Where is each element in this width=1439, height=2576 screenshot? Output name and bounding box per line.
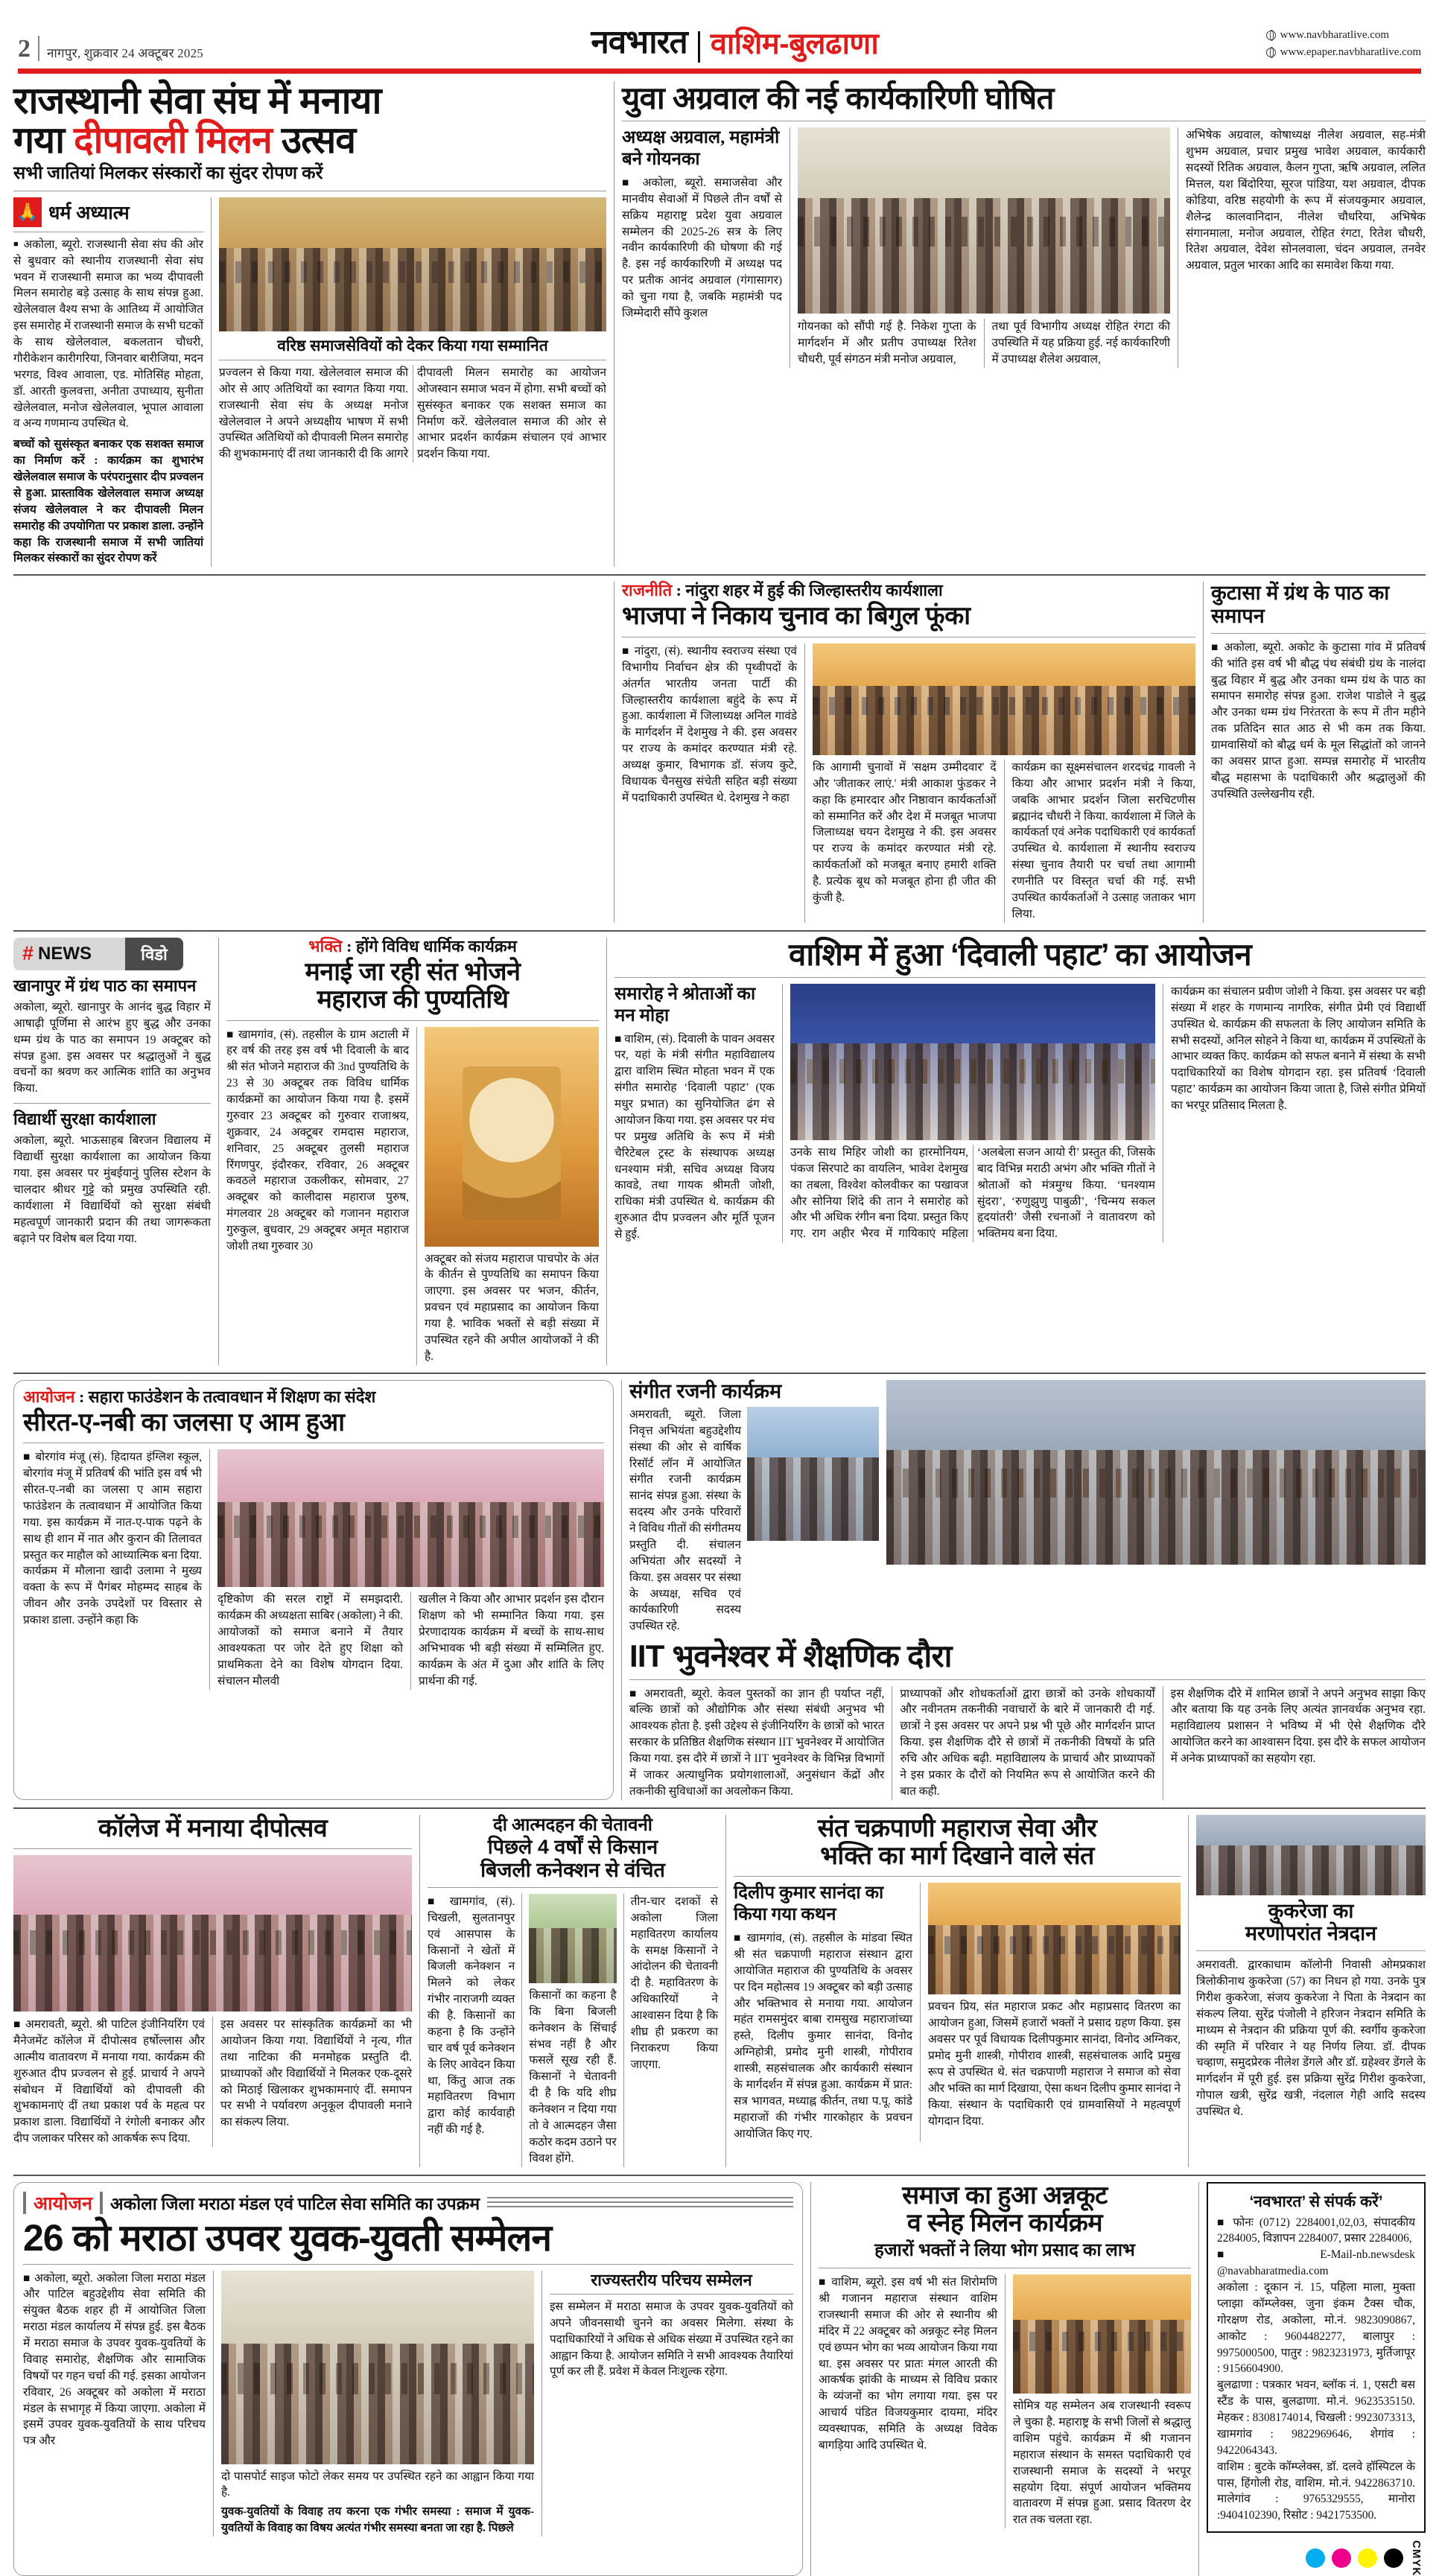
globe-icon: [1266, 31, 1276, 40]
kukreja-story: [1189, 1815, 1426, 2167]
namaste-icon: 🙏: [13, 197, 42, 227]
bijli-sub-line: दी आत्मदहन की चेतावनी: [492, 1815, 653, 1835]
hash-icon: #: [22, 942, 34, 965]
rajniti-kicker-tag: राजनीति: [622, 581, 673, 600]
contact-akola: अकोला : दूकान नं. 15, पहिला माला, मुक्ता प्लाझा कॉम्प्लेक्स, जुना इंकम टैक्स चौक, गोरक्षण रोड, अकोला, मो.नं. 9823090867, आकोट : 9604482277, बालापुर : 9975000500, पातुर : 9823231973, मुर्तिजापूर : 9156604900.: [1217, 2281, 1415, 2376]
iit-rule: [629, 1679, 1426, 1680]
annakut-content: [819, 2274, 1191, 2528]
maratha-body-col1: ■ अकोला, ब्यूरो. अकोला जिला मराठा मंडल और पाटिल बहुउद्देशीय सेवा समिति की संयुक्त बैठक शहर ही में आयोजित जिला मराठा मंडल कार्यालय में संपन्न हुई. इस बैठक में मराठा समाज के उपवर युवक-युवतियों के विवाह समारोह, शैक्षणिक और सामाजिक विषयों पर गहन चर्चा की गई. इसका आयोजन रविवार, 26 अक्टूबर को अकोला में मराठा मंडल के सभागृह में किया जाएगा. अकोला में इसमें उपवर युवक-युवतियों के साथ परिचय पत्र और: [23, 2271, 206, 2448]
pahat-photo-col: [790, 984, 1155, 1243]
bhakti-kicker-tag: भक्ति: [308, 936, 343, 955]
yuva-body-col2: गोयनका को सौंपी गई है. निकेश गुप्ता के मार्गदर्शन में और प्रतीप उपाध्यक्ष रितेश चौधरी, पूर्व संगठन मंत्री मनोज अग्रवाल,: [798, 320, 976, 366]
sangeet-headline: संगीत रजनी कार्यक्रम: [629, 1379, 782, 1402]
lead-photo: [219, 197, 606, 331]
kicker-lines: [487, 2197, 793, 2209]
maratha-rule: [23, 2264, 793, 2265]
iit-content: [629, 1686, 1426, 1800]
lead-headline-line2: [13, 121, 606, 160]
diwali-pahat-story: [607, 938, 1426, 1365]
yuva-photo: [798, 127, 1170, 314]
cmyk-dot-black: [1384, 2548, 1403, 2568]
seerat-kicker: [23, 1388, 604, 1406]
seerat-story: [13, 1380, 614, 1800]
bhakti-right: [425, 1027, 599, 1365]
yuva-content: [622, 127, 1426, 368]
pahat-body-col3: कार्यक्रम का संचालन प्रवीण जोशी ने किया. इस अवसर पर बड़ी संख्या में शहर के गणमान्य नागरिक, संगीत प्रेमी एवं विद्यार्थी उपस्थित थे. कार्यक्रम की सफलता के लिए आयोजन समिति के सभी सदस्यों, अनिल सोहने ने किया था, कार्यक्रम में उपस्थितों के आभार व्यक्त किए. कार्यक्रम को सफल बनाने में संस्था के सभी पदाधिकारियों का विशेष योगदान रहा. इस प्रतिवर्ष ‘दिवाली पहाट’ कार्यक्रम का आयोजन किया जाता है, जिसे संगीत प्रेमियों का भरपूर प्रतिसाद मिलता है.: [1171, 985, 1426, 1113]
yuva-body-col3: तथा पूर्व विभागीय अध्यक्ष रोहित रंगटा की उपस्थिति में यह प्रक्रिया हुई. नई कार्यकारिणी में उपाध्यक्ष शैलेश अग्रवाल,: [991, 320, 1170, 366]
contact-buldhana: बुलढाणा : पत्रकार भवन, ब्लॉक नं. 1, एसटी बस स्टैंड के पास, बुलढाणा. मो.नं. 9623535150. मेहकर : 8308174014, चिखली : 9923073313, खामगांव : 9822969646, शेगांव : 9422064343.: [1217, 2379, 1415, 2457]
rajniti-headline: भाजपा ने निकाय चुनाव का बिगुल फूंका: [622, 602, 971, 631]
kukreja-headline-line1: कुकरेजा का: [1268, 1899, 1354, 1922]
college-story: [13, 1815, 419, 2167]
column-rule: [984, 319, 985, 368]
iit-body-col1: ■ अमरावती, ब्यूरो. केवल पुस्तकों का ज्ञान ही पर्याप्त नहीं, बल्कि छात्रों को औद्योगिक और संस्था संबंधी अनुभव भी आवश्यक होता है. इसी उद्देश्य से इंजीनियरिंग के छात्रों को भारत सरकार के प्रतिष्ठित शैक्षणिक संस्थान IIT भुवनेश्वर में आयोजित किया गया. इस दौरे में छात्रों ने IIT भुवनेश्वर के विभिन्न विभागों में जाकर अत्याधुनिक प्रयोगशालाओं, अनुसंधान केंद्रों और तकनीकी सुविधाओं का अवलोकन किया.: [629, 1687, 885, 1798]
maratha-right: [550, 2271, 793, 2537]
lead-headline-line1: राजस्थानी सेवा संघ में मनाया: [13, 80, 381, 121]
yuva-agrawal-story: [614, 81, 1426, 567]
annakut-subhead: हजारों भक्तों ने लिया भोग प्रसाद का लाभ: [874, 2241, 1135, 2261]
page-number: 2: [18, 35, 31, 63]
chakrapani-col1: [734, 1883, 912, 2142]
bhakti-body-col1: ■ खामगांव, (सं). तहसील के ग्राम अटाली में हर वर्ष की तरह इस वर्ष भी दिवाली के बाद श्री संत भोजने महाराज की 3nd पुण्यतिथि के 23 से 30 अक्टूबर तक विविध धार्मिक कार्यक्रमों का आयोजन किया गया है. इसमें गुरुवार 23 अक्टूबर को गुरुवार राजाश्रय, शुक्रवार, 24 अक्टूबर रामदास महाराज, शनिवार, 25 अक्टूबर तुलसी महाराज रिंगणपुर, इंदौरकर, रविवार, 26 अक्टूबर कवठले महाराज उकलीकर, सोमवार, 27 अक्टूबर को कालीदास महाराज पुरुष, मंगलवार 28 अक्टूबर को गजानन महाराज गुरुकुल, बुधवार, 29 अक्टूबर अमृत महाराज जोशी तथा गुरुवार 30: [226, 1028, 409, 1253]
maratha-subhead: राज्यस्तरीय परिचय सम्मेलन: [591, 2270, 752, 2289]
bijli-body-col3: तीन-चार दशकों से अकोला जिला महावितरण कार्यालय के समक्ष किसानों ने आंदोलन की चेतावनी दी है. महावितरण के अधिकारियों ने आश्वासन दिया है कि शीघ्र ही प्रकरण का निराकरण किया जाएगा.: [630, 1895, 718, 2071]
annakut-story: [811, 2182, 1198, 2576]
dateline: नागपुर, शुक्रवार 24 अक्टूबर 2025: [47, 46, 203, 60]
cmyk-dot-cyan: [1306, 2548, 1325, 2568]
column-rule: [541, 2271, 542, 2537]
annakut-headline-line1: समाज का हुआ अन्नकूट: [902, 2181, 1108, 2210]
column-rule: [623, 1894, 624, 2167]
bhakti-photo: [425, 1027, 599, 1247]
seerat-content: [23, 1449, 604, 1689]
rajniti-kicker-rest: : नांदुरा शहर में हुई की जिल्हास्तरीय कार्यशाला: [676, 581, 943, 600]
column-rule: [209, 1449, 210, 1689]
column-rule: [804, 643, 805, 923]
chakrapani-headline-line2: भक्ति का मार्ग दिखाने वाले संत: [820, 1842, 1094, 1871]
bijli-headline-line1: पिछले 4 वर्षों से किसान: [487, 1836, 658, 1859]
column-rule: [782, 984, 783, 1243]
kukreja-photo: [1196, 1815, 1426, 1895]
kukreja-headline-line2: मरणोपरांत नेत्रदान: [1245, 1921, 1377, 1944]
kicker-bar: [100, 2192, 103, 2214]
iit-photo: [886, 1380, 1426, 1565]
column-rule: [1004, 760, 1005, 923]
photo-people: [217, 1502, 604, 1588]
bijli-content: [428, 1894, 718, 2167]
photo-people: [747, 1457, 879, 1541]
contact-column: [1199, 2182, 1426, 2576]
column-rule: [521, 1894, 522, 2167]
college-rule: [13, 1848, 412, 1849]
maratha-kicker: [23, 2190, 793, 2216]
bhakti-headline-line1: मनाई जा रही संत भोजने: [305, 957, 521, 986]
yuva-photo-col: [798, 127, 1170, 368]
cmyk-label: CMYK: [1410, 2540, 1423, 2576]
bijli-story: [420, 1815, 725, 2167]
seerat-kicker-rest: : सहारा फाउंडेशन के तत्वावधान में शिक्षण का संदेश: [78, 1387, 376, 1406]
khanapur-headline: खानापुर में ग्रंथ पाठ का समापन: [13, 976, 197, 995]
news-label: NEWS: [38, 943, 92, 964]
photo-people: [219, 248, 606, 331]
bhakti-content: [226, 1027, 599, 1365]
lead-headline-part-b: उत्सव: [271, 119, 356, 161]
college-photo: [13, 1855, 412, 2011]
band-separator: [13, 574, 1426, 576]
bhakti-body-col2: अक्टूबर को संजय महाराज पाचपोर के अंत के कीर्तन से पुण्यतिथि का समापन किया जाएगा. इस अवसर पर भजन, कीर्तन, प्रवचन एवं महाप्रसाद का आयोजन किया गया है. भाविक भक्तों से बड़ी संख्या में उपस्थित रहने की अपील आयोजकों ने की है.: [425, 1252, 599, 1363]
photo-people: [529, 1928, 616, 1983]
column-rule: [410, 1591, 411, 1689]
maratha-body-col3: इस सम्मेलन में मराठा समाज के उपवर युवक-युवतियों को अपने जीवनसाथी चुनने का अवसर मिलेगा. संस्था के पदाधिकारियों ने अधिक से अधिक संख्या में उपस्थित रहने का आह्वान किया है. आयोजन समिति ने सभी आवश्यक तैयारियां पूर्ण कर ली हैं. प्रवेश में केवल निःशुल्क रहेगा.: [550, 2300, 793, 2379]
rajniti-photo: [813, 643, 1195, 755]
contact-washim: वाशिम : बुटके कॉम्प्लेक्स, डॉ. दलवे हॉस्पिटल के पास, हिंगोली रोड, वाशिम. मो.नं. 9422863710. मालेगांव : 9765329555, मानोरा :9404102390, रिसोट : 9421753500.: [1217, 2460, 1415, 2522]
bijli-photo: [529, 1894, 616, 1983]
band-separator: [13, 1807, 1426, 1809]
masthead-links: [1266, 27, 1421, 62]
bijli-mid: [529, 1894, 616, 2167]
chakrapani-story: [726, 1815, 1188, 2167]
band-separator: [13, 930, 1426, 932]
website-url[interactable]: www.navbharatlive.com: [1280, 28, 1390, 41]
suraksha-headline: विद्यार्थी सुरक्षा कार्यशाला: [13, 1110, 156, 1129]
maratha-mid: [221, 2271, 534, 2537]
sangeet-left: [629, 1380, 879, 1635]
contact-box: [1207, 2182, 1426, 2534]
yuva-subhead: अध्यक्ष अग्रवाल, महामंत्री बने गोयनका: [622, 128, 780, 170]
suraksha-body: अकोला, ब्यूरो. भाऊसाहब बिरजन विद्यालय में विद्यार्थी सुरक्षा कार्यशाला का आयोजन किया गया. इस अवसर पर मुंबईयानुं पुलिस स्टेशन के चालदार श्रीधर गुट्टे को प्रमुख उपस्थिति रही. कार्यशाला में विद्यार्थियों को सुरक्षा संबंधी महत्वपूर्ण जानकारी प्रदान की तथा जागरूकता बढ़ाने पर विशेष बल दिया गया.: [13, 1134, 211, 1245]
rajniti-kicker: [622, 582, 1195, 600]
kukreja-body: अमरावती. द्वारकाधाम कॉलोनी निवासी ओमप्रकाश त्रिलोकीनाथ कुकरेजा (57) का निधन हो गया. उनके पुत्र गिरीश कुकरेजा, संजय कुकरेजा ने पिता के नेत्रदान का संकल्प लिया. सुरेंद्र पंजोली ने हरिजन नेत्रदान समिति के माध्यम से नेत्रदान की प्रक्रिया पूर्ण की. स्वर्गीय कुकरेजा की स्मृति में परिवार ने यह निर्णय लिया. डॉ. दीपक चव्हाण, समुदप्रेरक नीलेश डेंगले और डॉ. ग्रहेश्वर डेंगले के मार्गदर्शन में पूरी हुई. इस प्रक्रिया सुरेंद्र गिरीश कुकरेजा, गोपाल खत्री, सुरेंद्र खत्री, नंदलाल गेही आदि सदस्य उपस्थित थे.: [1196, 1959, 1426, 2119]
lead-headline-part-a: गया: [13, 119, 74, 161]
lead-body-col1: ■ अकोला, ब्यूरो. राजस्थानी सेवा संघ की ओर से बुधवार को स्थानीय राजस्थानी सेवा संघ भवन में राजस्थानी समाज का भव्य दीपावली मिलन समारोह बड़े उत्साह के साथ संपन्न हुआ. खेलेलवाल वैश्य सभा के आतिथ्य में आयोजित इस समारोह में राजस्थानी समाज के सभी घटकों के साथ खेलेलवाल, बकलतान चौधरी, गौरीकेशन कारीगरिया, जिनवार बारीजिया, मदन भरगड, विश्व आवाला, एड. मोतिसिंह मोहता, डॉ. आरती कुलवत्ता, अनीता उपाध्याय, सुनीता खेलेलवाल, मनोज खेलेलवाल, भूपाल आवाला व अन्य गणमान्य उपस्थित थे.: [13, 237, 203, 433]
edition-name: वाशिम-बुलढाणा: [710, 28, 879, 60]
photo-people: [1013, 2320, 1191, 2394]
photo-people: [798, 198, 1170, 314]
annakut-photo: [1013, 2274, 1191, 2394]
publication-logo: नवभारत: [591, 24, 687, 60]
sangeet-iit-column: [622, 1380, 1426, 1800]
pahat-content: [614, 984, 1426, 1243]
chakrapani-headline-line1: संत चक्रपाणी महाराज सेवा और: [817, 1813, 1097, 1842]
sangeet-body: अमरावती, ब्यूरो. जिला निवृत्त अभियंता बहुउद्देशीय संस्था की ओर से वार्षिक रिसॉर्ट लॉन में आयोजित संगीत रजनी कार्यक्रम सानंद संपन्न हुआ. संस्था के सदस्य और उनके परिवारों ने विविध गीतों की संगीतमय प्रस्तुति दी. संचालन अभियंता और सदस्यों ने किया. इस अवसर पर संस्था के अध्यक्ष, सचिव एवं कार्यकारिणी सदस्य उपस्थित रहे.: [629, 1408, 741, 1633]
bijli-rule: [428, 1887, 718, 1888]
bhakti-kicker: [226, 938, 599, 955]
khanapur-body: अकोला, ब्यूरो. खानापुर के आनंद बुद्ध विहार में आषाढ़ी पूर्णिमा से आरंभ हुए बुद्ध और उनका धम्म ग्रंथ के पाठ का समापन 19 अक्टूबर को संपन्न हुआ. इस अवसर पर श्रद्धालुओं ने बुद्ध वचनों का श्रवण कर आत्मिक शांति का अनुभव किया.: [13, 1000, 211, 1095]
seerat-kicker-tag: आयोजन: [23, 1387, 75, 1406]
lead-left-col: [13, 197, 203, 567]
chakrapani-body-col2: प्रवचन प्रिय, संत महाराज प्रकट और महाप्रसाद वितरण का आयोजन हुआ, जिसमें हजारों भक्तों ने प्रसाद ग्रहण किया. इस अवसर पर पूर्व विधायक दिलीपकुमार सानंदा, विनोद अग्निकर, प्रमोद मुनी शास्त्री, गोपीराव शास्त्री, सहसंचालक आदि प्रमुख रूप से उपस्थित थे. संत चक्रपाणी महाराज ने समाज को सेवा और भक्ति का मार्ग दिखाया, ऐसा कथन दिलीप कुमार सानंदा ने किया. संस्थान के पदाधिकारी एवं ग्रामवासियों ने महत्वपूर्ण योगदान दिया.: [928, 2000, 1181, 2128]
maratha-body-col2: दो पासपोर्ट साइज फोटो लेकर समय पर उपस्थित रहने का आह्वान किया गया है.: [221, 2470, 534, 2499]
rajniti-right: [813, 643, 1195, 923]
bhakti-headline-line2: महाराज की पुण्यतिथि: [317, 985, 509, 1014]
cmyk-dot-magenta: [1332, 2548, 1351, 2568]
saint-portrait: [463, 1066, 560, 1221]
photo-people: [813, 686, 1195, 755]
rajniti-body-col1: ■ नांदुरा, (सं). स्थानीय स्वराज्य संस्था एवं विभागीय निर्वाचन क्षेत्र की पृथ्वीपदों के अंतर्गत भारतीय जनता पार्टी की जिल्हास्तरीय कार्यशाला बहुंदे के रूप में हुआ. कार्यशाला में जिलाध्यक्ष अनिल गावंडे के मार्गदर्शन में देशमुख ने की. इस अवसर पर राज्य के कमांदर करण्यात मंत्री रहे. अध्यक्ष कुमार, विभागक डॉ. संजय कुटे, विधायक चैनसुख संचेती सहित बड़ी संख्या में पदाधिकारी उपस्थित थे. देशमुख ने कहा: [622, 644, 797, 804]
annakut-body-col2: सोमित्र यह सम्मेलन अब राजस्थानी स्वरूप ले चुका है. महाराष्ट्र के सभी जिलों से श्रद्धालु वाशिम पहुंचे. कार्यक्रम में श्री गजानन महाराज संस्थान के समस्त पदाधिकारी एवं राजस्थानी समाज के सदस्यों ने भरपूर सहयोग दिया. संपूर्ण आयोजन भक्तिमय वातावरण में संपन्न हुआ. प्रसाद वितरण देर रात तक चलता रहा.: [1013, 2400, 1191, 2527]
pahat-col1: [614, 984, 775, 1243]
college-body-col1: ■ अमरावती, ब्यूरो. श्री पाटिल इंजीनियरिंग एवं मैनेजमेंट कॉलेज में दीपोत्सव हर्षोल्लास और आत्मीय वातावरण में मनाया गया. कार्यक्रम की शुरुआत दीप प्रज्वलन से हुई. प्राचार्य ने अपने संबोधन में विद्यार्थियों को दीपावली की शुभकामनाएं दीं तथा प्रकाश पर्व के महत्व पर प्रकाश डाला. विद्यार्थियों ने रंगोली बनाकर और दीप जलाकर परिसर को आकर्षक रूप दिया.: [13, 2018, 205, 2146]
yuva-col1: [622, 127, 782, 368]
chakrapani-rule: [734, 1876, 1181, 1877]
seerat-headline: सीरत-ए-नबी का जलसा ए आम हुआ: [23, 1408, 345, 1437]
maratha-body-col2b: युवक-युवतियों के विवाह तय करना एक गंभीर समस्या : समाज में युवक-युवतियों के विवाह का विषय अत्यंत गंभीर समस्या बनता जा रहा है. पिछले: [221, 2505, 534, 2535]
logo-separator: [698, 31, 700, 63]
yuva-body-col4: अभिषेक अग्रवाल, कोषाध्यक्ष नीलेश अग्रवाल, सह-मंत्री शुभम अग्रवाल, प्रचार प्रमुख भावेश अग्रवाल, कार्यकारी सदस्यों रितिक अग्रवाल, कैलन गुप्ता, ऋषि अग्रवाल, ललित मित्तल, यश बिंदोरिया, सूरज पांडिया, यश अग्रवाल, दीपक कोडिया, वरिष्ठ सहयोगी के रूप में संजयकुमार अग्रवाल, शैलेन्द्र कालवानिदान, नीलेश चौधरिया, अभिषेक संगानमाला, मनोज अग्रवाल, रोहित रंगटा, रितेश चौधरी, रितेश अग्रवाल, देवेश सोनलवाला, चंदन अग्रवाल, तनवेर अग्रवाल, प्रतुल भारका आदि का समावेश किया गया.: [1186, 129, 1426, 273]
lead-content: [13, 197, 606, 567]
seerat-body-col2: दृष्टिकोण की सरल राष्ट्रों में समझदारी. कार्यक्रम की अध्यक्षता साबिर (अकोला) ने की. आयोजकों को समाज बनाने में तैयार आवश्यकता पर जोर देते हुए शिक्षा को प्राथमिकता देने का विशेष योगदान दिया. संचालन मौलवी: [217, 1593, 403, 1688]
rajniti-content: [622, 643, 1195, 923]
lead-story: [13, 81, 614, 567]
masthead-red-rule: [18, 69, 1421, 74]
yuva-body-col1: ■ अकोला, ब्यूरो. समाजसेवा और मानवीय सेवाओं में पिछले तीन वर्षों से सक्रिय महाराष्ट्र प्रदेश युवा अग्रवाल सम्मेलन की 2025-26 सत्र के लिए नवीन कार्यकारिणी की घोषणा की गई है. इस नई कार्यकारिणी में अध्यक्ष पद पर प्रतीक आनंद अग्रवाल (गंगासागर) को चुना गया है, जबकि महामंत्री पद जिम्मेदारी सौंपे कुशल: [622, 176, 782, 319]
fifth-band: [13, 1815, 1426, 2167]
lead-right-col: [219, 197, 606, 567]
college-headline: कॉलेज में मनाया दीपोत्सव: [98, 1813, 328, 1842]
column-rule: [211, 197, 212, 567]
iit-body-col2: प्राध्यापकों और शोधकर्ताओं द्वारा छात्रों को उनके शोधकार्यों और नवीनतम तकनीकी नवाचारों के बारे में जानकारी दी गई. छात्रों ने इस अवसर पर अपने प्रश्न भी पूछे और मार्गदर्शन प्राप्त किया. इस शैक्षणिक दौरे से छात्रों में तकनीकी विषयों के प्रति रुचि और अधिक बढ़ी. महाविद्यालय के प्राचार्य और प्राध्यापकों ने इस प्रकार के दौरों को नियमित रूप से आयोजित करने की बात कही.: [900, 1687, 1155, 1798]
third-band: [13, 938, 1426, 1365]
photo-people: [790, 1043, 1155, 1140]
bottom-band: [13, 2182, 1426, 2576]
rajniti-body-col3: कार्यक्रम का सूक्ष्मसंचालन शरदचंद्र गावली ने किया और आभार प्रदर्शन मंत्री ने किया, जबकि आभार प्रदर्शन जिला सरचिटणीस ब्रह्मानंद चौधरी ने किया. कार्यशाला में जिले के कार्यकर्ता एवं अनेक पदाधिकारी एवं कार्यकर्ता उपस्थित थे. कार्यशाला में स्थानीय स्वराज्य संस्था चुनाव तैयारी पर चर्चा तथा आगामी रणनीति पर विस्तृत चर्चा की गई. सभी उपस्थित कार्यकर्ताओं ने उत्साह जताकर भाग लिया.: [1011, 760, 1195, 920]
maratha-headline: 26 को मराठा उपवर युवक-युवती सम्मेलन: [23, 2216, 552, 2259]
band-separator: [13, 1373, 1426, 1374]
maratha-photo: [221, 2271, 534, 2464]
masthead-logo-group: [591, 18, 878, 63]
yuva-lower-cols: [798, 319, 1170, 368]
chakrapani-body-col1: ■ खामगांव, (सं). तहसील के मांडवा स्थित श्री संत चक्रपाणी महाराज संस्थान द्वारा आयोजित महाराज की पुण्यतिथि के अवसर पर दिन महोत्सव 19 अक्टूबर को बड़ी उत्साह और भक्तिभाव से मनाया गया. आयोजन महंत रामसमुंदर बाबा रामसुख महाराजांच्या हस्ते, दिलीप कुमार सानंदा, विनोद अग्निहोत्री, प्रमोद मुनी शास्त्री, गोपीराव शास्त्री, सहसंचालक और कार्यकारी संस्थान के मार्गदर्शन में संपन्न हुआ. कार्यक्रम में प्रात: सत्र भागवत, मध्याह्न कीर्तन, तथा प.पू. कांडे महाराजों की गंभीर गारकोहार के प्रवचन आयोजित किए गए.: [734, 1932, 912, 2140]
pahat-photo: [790, 984, 1155, 1140]
column-rule: [1005, 2274, 1006, 2528]
maratha-kicker-tag: आयोजन: [34, 2192, 92, 2214]
seerat-right: [217, 1449, 604, 1689]
maratha-story: [13, 2182, 803, 2576]
column-rule: [920, 1883, 921, 2142]
news-badge-left: [13, 938, 125, 970]
seerat-body-col1: ■ बोरगांव मंजू (सं). हिदायत इंग्लिश स्कूल, बोरगांव मंजू में प्रतिवर्ष की भांति इस वर्ष भी सीरत-ए-नबी का जलसा ए आम सहारा फाउंडेशन के तत्वावधान में आयोजित किया गया. इस कार्यक्रम में नात-ए-पाक पढ़ने के साथ ही शान में नात और कुरान की तिलावत प्रस्तुत कर माहौल को आध्यात्मिक बना दिया. कार्यक्रम में मौलाना खादी उलामा ने मुख्य वक्ता के रूप में पैगंबर मोहम्मद साहब के जीवन और उनके उपदेशों पर विस्तार से प्रकाश डाला. उन्होंने कहा कि: [23, 1451, 202, 1627]
contact-email[interactable]: ■ E-Mail-nb.newsdesk @navabharatmedia.com: [1217, 2248, 1415, 2278]
second-band: [13, 582, 1426, 922]
masthead: [13, 0, 1426, 64]
bijli-headline-line2: बिजली कनेक्शन से वंचित: [480, 1858, 665, 1881]
sangeet-photo: [747, 1407, 879, 1541]
rajniti-story: [614, 582, 1203, 922]
pahat-headline: वाशिम में हुआ ‘दिवाली पहाट’ का आयोजन: [789, 936, 1251, 972]
maratha-content: [23, 2271, 793, 2537]
sangeet-inner: [629, 1407, 879, 1635]
college-body-col2: इस अवसर पर सांस्कृतिक कार्यक्रमों का भी आयोजन किया गया. विद्यार्थियों ने नृत्य, गीत तथा नाटिका की मनमोहक प्रस्तुति दी. प्राध्यापकों और विद्यार्थियों ने मिलकर एक-दूसरे को मिठाई खिलाकर शुभकामनाएं दीं. समापन पर सभी ने पर्यावरण अनुकूल दीपावली मनाने का संकल्प लिया.: [220, 2018, 412, 2129]
contact-phones: ■ फोनः (0712) 2284001,02,03, संपादकीय 2284005, विज्ञापन 2284007, प्रसार 2284006,: [1217, 2216, 1415, 2245]
chakrapani-content: [734, 1883, 1181, 2142]
rajniti-lower: [813, 760, 1195, 923]
chakrapani-photo: [928, 1883, 1181, 1994]
contact-title: ‘नवभारत’ से संपर्क करें’: [1249, 2192, 1383, 2210]
photo-people: [928, 1925, 1181, 1994]
photo-people: [886, 1450, 1426, 1565]
fourth-band: [13, 1380, 1426, 1800]
bhakti-kicker-rest: : होंगे विविध धार्मिक कार्यक्रम: [346, 936, 517, 955]
column-rule: [416, 1027, 417, 1365]
yuva-headline: युवा अग्रवाल की नई कार्यकारिणी घोषित: [622, 80, 1054, 115]
seerat-body-col3: खलील ने किया और आभार प्रदर्शन इस दौरान शिक्षण को भी सम्मानित किया गया. इस प्रेरणादायक कार्यक्रम में बच्चों के साथ-साथ अभिभावक भी बड़ी संख्या में सम्मिलित हुए. कार्यक्रम के अंत में दुआ और शांति के लिए प्रार्थना की गई.: [419, 1593, 604, 1688]
masthead-left: [18, 36, 203, 61]
epaper-url[interactable]: www.epaper.navbharatlive.com: [1280, 45, 1421, 58]
video-label[interactable]: विडो: [125, 938, 183, 970]
pahat-body-col1: ■ वाशिम, (सं). दिवाली के पावन अवसर पर, यहां के मंत्री संगीत महाविद्यालय द्वारा वाशिम स्थित मोहता भवन में एक संगीत समारोह ‘दिवाली पहाट’ (एक मधुर प्रभात) का सुनियोजित ढंग से आयोजन किया गया. इस अवसर पर मंच पर प्रमुख अतिथि के रूप में मंत्री चैरिटेबल ट्रस्ट के संस्थापक अध्यक्ष धनश्याम मंत्री, सचिव अध्यक्ष विजय कावडे, तथा गायक श्रीमती जोशी, राधिका मंत्री उपस्थित थे. कार्यक्रम की शुरुआत दीप प्रज्वलन और मूर्ति पूजन से हुई.: [614, 1032, 775, 1241]
kicker-bar: [23, 2192, 26, 2214]
kutasa-story: [1204, 582, 1426, 922]
photo-people: [13, 1915, 412, 2011]
news-video-badge[interactable]: [13, 938, 183, 970]
column-rule: [213, 2271, 214, 2537]
lead-headline-highlight: दीपावली मिलन: [74, 119, 272, 161]
annakut-body-col1: ■ वाशिम, ब्यूरो. इस वर्ष भी संत शिरोमणि श्री गजानन महाराज संस्थान वाशिम राजस्थानी समाज की ओर से स्थानीय श्री मंदिर में 22 अक्टूबर को अन्नकूट स्नेह मिलन एवं छप्पन भोग का भव्य आयोजन किया गया था. इस अवसर पर प्रातः मंगल आरती की आकर्षक झांकी के माध्यम से विविध प्रकार के व्यंजनों का भोग लगाया गया. इस पर आचार्य पंडित विजयकुमार दायमा, मंदिर व्यवस्थापक, समिति के अध्यक्ष विवेक बागड़िया आदि उपस्थित थे.: [819, 2276, 998, 2452]
kukreja-rule: [1196, 1950, 1426, 1951]
dharma-badge-label: धर्म अध्यात्म: [48, 202, 130, 223]
photo-people: [1196, 1845, 1426, 1895]
annakut-right: [1013, 2274, 1191, 2528]
news-video-column: [13, 938, 218, 1365]
globe-icon: [1266, 48, 1276, 57]
iit-body-col3: इस शैक्षणिक दौरे में शामिल छात्रों ने अपने अनुभव साझा किए और बताया कि यह उनके लिए अत्यंत ज्ञानवर्धक अनुभव रहा. महाविद्यालय प्रशासन ने भविष्य में भी ऐसे शैक्षणिक दौरे आयोजित करने का आश्वासन दिया. इस दौरे के सफल आयोजन में अनेक प्राध्यापकों का सहयोग रहा.: [1170, 1687, 1426, 1766]
maratha-kicker-rest: अकोला जिला मराठा मंडल एवं पाटिल सेवा समिति का उपक्रम: [109, 2194, 480, 2213]
lead-continuation: [13, 582, 614, 922]
college-content: [13, 2017, 412, 2147]
masthead-divider: [38, 36, 39, 61]
cmyk-dot-yellow: [1358, 2548, 1377, 2568]
kutasa-headline: कुटासा में ग्रंथ के पाठ का समापन: [1211, 582, 1390, 627]
bhakti-rule: [226, 1020, 599, 1021]
news-rule: [13, 1103, 211, 1104]
sangeet-story: [629, 1380, 1426, 1635]
cmyk-registration-marks: [1207, 2540, 1426, 2576]
column-rule: [212, 2017, 213, 2147]
lead-body-col2: प्रज्वलन से किया गया. खेलेलवाल समाज की ओर से आए अतिथियों का स्वागत किया गया. राजस्थानी सेवा संघ के अध्यक्ष मनोज खेलेलवाल ने अपने अध्यक्षीय भाषण में सभी उपस्थित अतिथियों को दीपावली मिलन समारोह की शुभकामनाएं दीं तथा जानकारी दी कि आगरे दीपावली मिलन समारोह का आयोजन ओजस्वान समाज भवन में होगा. सभी बच्चों को सुसंस्कृत बनाकर एक सशक्त समाज का निर्माण करें. खेलेलवाल समाज की ओर से आभार प्रदर्शन कार्यक्रम संचालन एवं आभार प्रदर्शन किया गया.: [219, 366, 606, 461]
seerat-photo: [217, 1449, 604, 1587]
kutasa-rule: [1211, 633, 1426, 634]
annakut-headline-line2: व स्नेह मिलन कार्यक्रम: [906, 2208, 1103, 2237]
chakrapani-right: [928, 1883, 1181, 2142]
lead-body-col1b: बच्चों को सुसंस्कृत बनाकर एक सशक्त समाज का निर्माण करें : कार्यक्रम का शुभारंभ खेलेलवाल समाज के परंपरानुसार दीप प्रज्वलन से हुआ. प्रास्ताविक खेलेलवाल समाज अध्यक्ष संजय खेलेलवाल ने कर दीपावली मिलन समारोह की उपयोगिता पर प्रकाश डाला. उन्होंने कहा कि राजस्थानी समाज में सभी जातियां मिलकर संस्कारों का सुंदर रोपण करें: [13, 438, 203, 565]
seerat-lower: [217, 1591, 604, 1689]
pahat-subhead: समारोह ने श्रोताओं का मन मोहा: [614, 984, 756, 1025]
dharma-badge: [13, 197, 203, 227]
lead-subhead: सभी जातियां मिलकर संस्कारों का सुंदर रोपण करें: [13, 164, 323, 183]
bijli-body-col1: ■ खामगांव, (सं). चिखली, सुलतानपुर एवं आसपास के किसानों ने खेतों में बिजली कनेक्शन न मिलने को लेकर गंभीर नाराजगी व्यक्त की है. किसानों का कहना है कि उन्होंने चार वर्ष पूर्व कनेक्शन के लिए आवेदन किया था, किंतु आज तक महावितरण विभाग द्वारा कोई कार्यवाही नहीं की गई है.: [428, 1895, 515, 2137]
top-band: [13, 81, 1426, 567]
lead-photo-caption: वरिष्ठ समाजसेवियों को देकर किया गया सम्मानित: [277, 337, 548, 354]
bijli-body-col2: किसानों का कहना है कि बिना बिजली कनेक्शन के सिंचाई संभव नहीं है और फसलें सूख रही हैं. किसानों ने चेतावनी दी है कि यदि शीघ्र कनेक्शन न दिया गया तो वे आत्मदहन जैसा कठोर कदम उठाने पर विवश होंगे.: [529, 1988, 617, 2165]
rajniti-body-col2: कि आगामी चुनावों में 'सक्षम उम्मीदवार' दें और 'जीताकर लाएं.' मंत्री आकाश फुंडकर ने कहा कि हमारदार और निष्ठावान कार्यकर्ताओं को सम्मानित करें और देश में मजबूत भाजपा जिलाध्यक्ष चयन देशमुख ने की. इस अवसर पर राज्य के कमांदर करण्यात मंत्री रहे. कार्यकर्ताओं को मजबूत बनाए हमारी शक्ति है. प्रत्येक बूथ को मजबूत होना ही जीत की कुंजी है.: [813, 760, 997, 904]
pahat-rule: [614, 977, 1426, 978]
pahat-body-col2: उनके साथ मिहिर जोशी का हारमोनियम, पंकज सिरपाटे का वायलिन, भावेश देशमुख का तबला, विश्वेश कोलवीकर का पखावज और सोनिया शिंदे की तान ने समारोह को और भी अधिक रंगीन बना दिया. प्रस्तुत किए गए. राग अहीर भैरव में गायिकाएं महिला ‘अलबेला सजन आयो री’ प्रस्तुत की, जिसके बाद विभिन्न मराठी अभंग और भक्ति गीतों ने श्रोताओं को मंत्रमुग्ध किया. ‘घनश्याम सुंदरा’, ‘रुणुझुणु पाबुळी’, ‘चिन्मय सकल हृदयांतरी’ जैसी रचनाओं ने वातावरण को भक्तिमय बना दिया.: [790, 1145, 1155, 1241]
band-separator: [13, 2175, 1426, 2176]
kutasa-body: ■ अकोला, ब्यूरो. अकोट के कुटासा गांव में प्रतिवर्ष की भांति इस वर्ष भी बौद्ध पंथ संबंधी ग्रंथ के नालंदा बुद्ध विहार में बुद्ध और उनका धम्म ग्रंथ के पाठ का समापन समारोह संपन्न हुआ. राजेश पाडोले ने बुद्ध और उनका धम्म ग्रंथ निरंतरता के रूप में तीन महीने तक प्रतिदिन सात आठ से भी कम तक किया. ग्रामवासियों को बौद्ध धर्म के मूल सिद्धांतों को जानने का अवसर प्राप्त हुआ. सम्पन्न समारोह में भारतीय बौद्ध महासभा के पदाधिकारी और श्रद्धालुओं की उपस्थिति उल्लेखनीय रही.: [1211, 640, 1426, 801]
chakrapani-subhead: दिलीप कुमार सानंदा का किया गया कथन: [734, 1883, 884, 1925]
iit-headline: IIT भुवनेश्वर में शैक्षणिक दौरा: [629, 1638, 952, 1674]
bhakti-story: [219, 938, 606, 1365]
